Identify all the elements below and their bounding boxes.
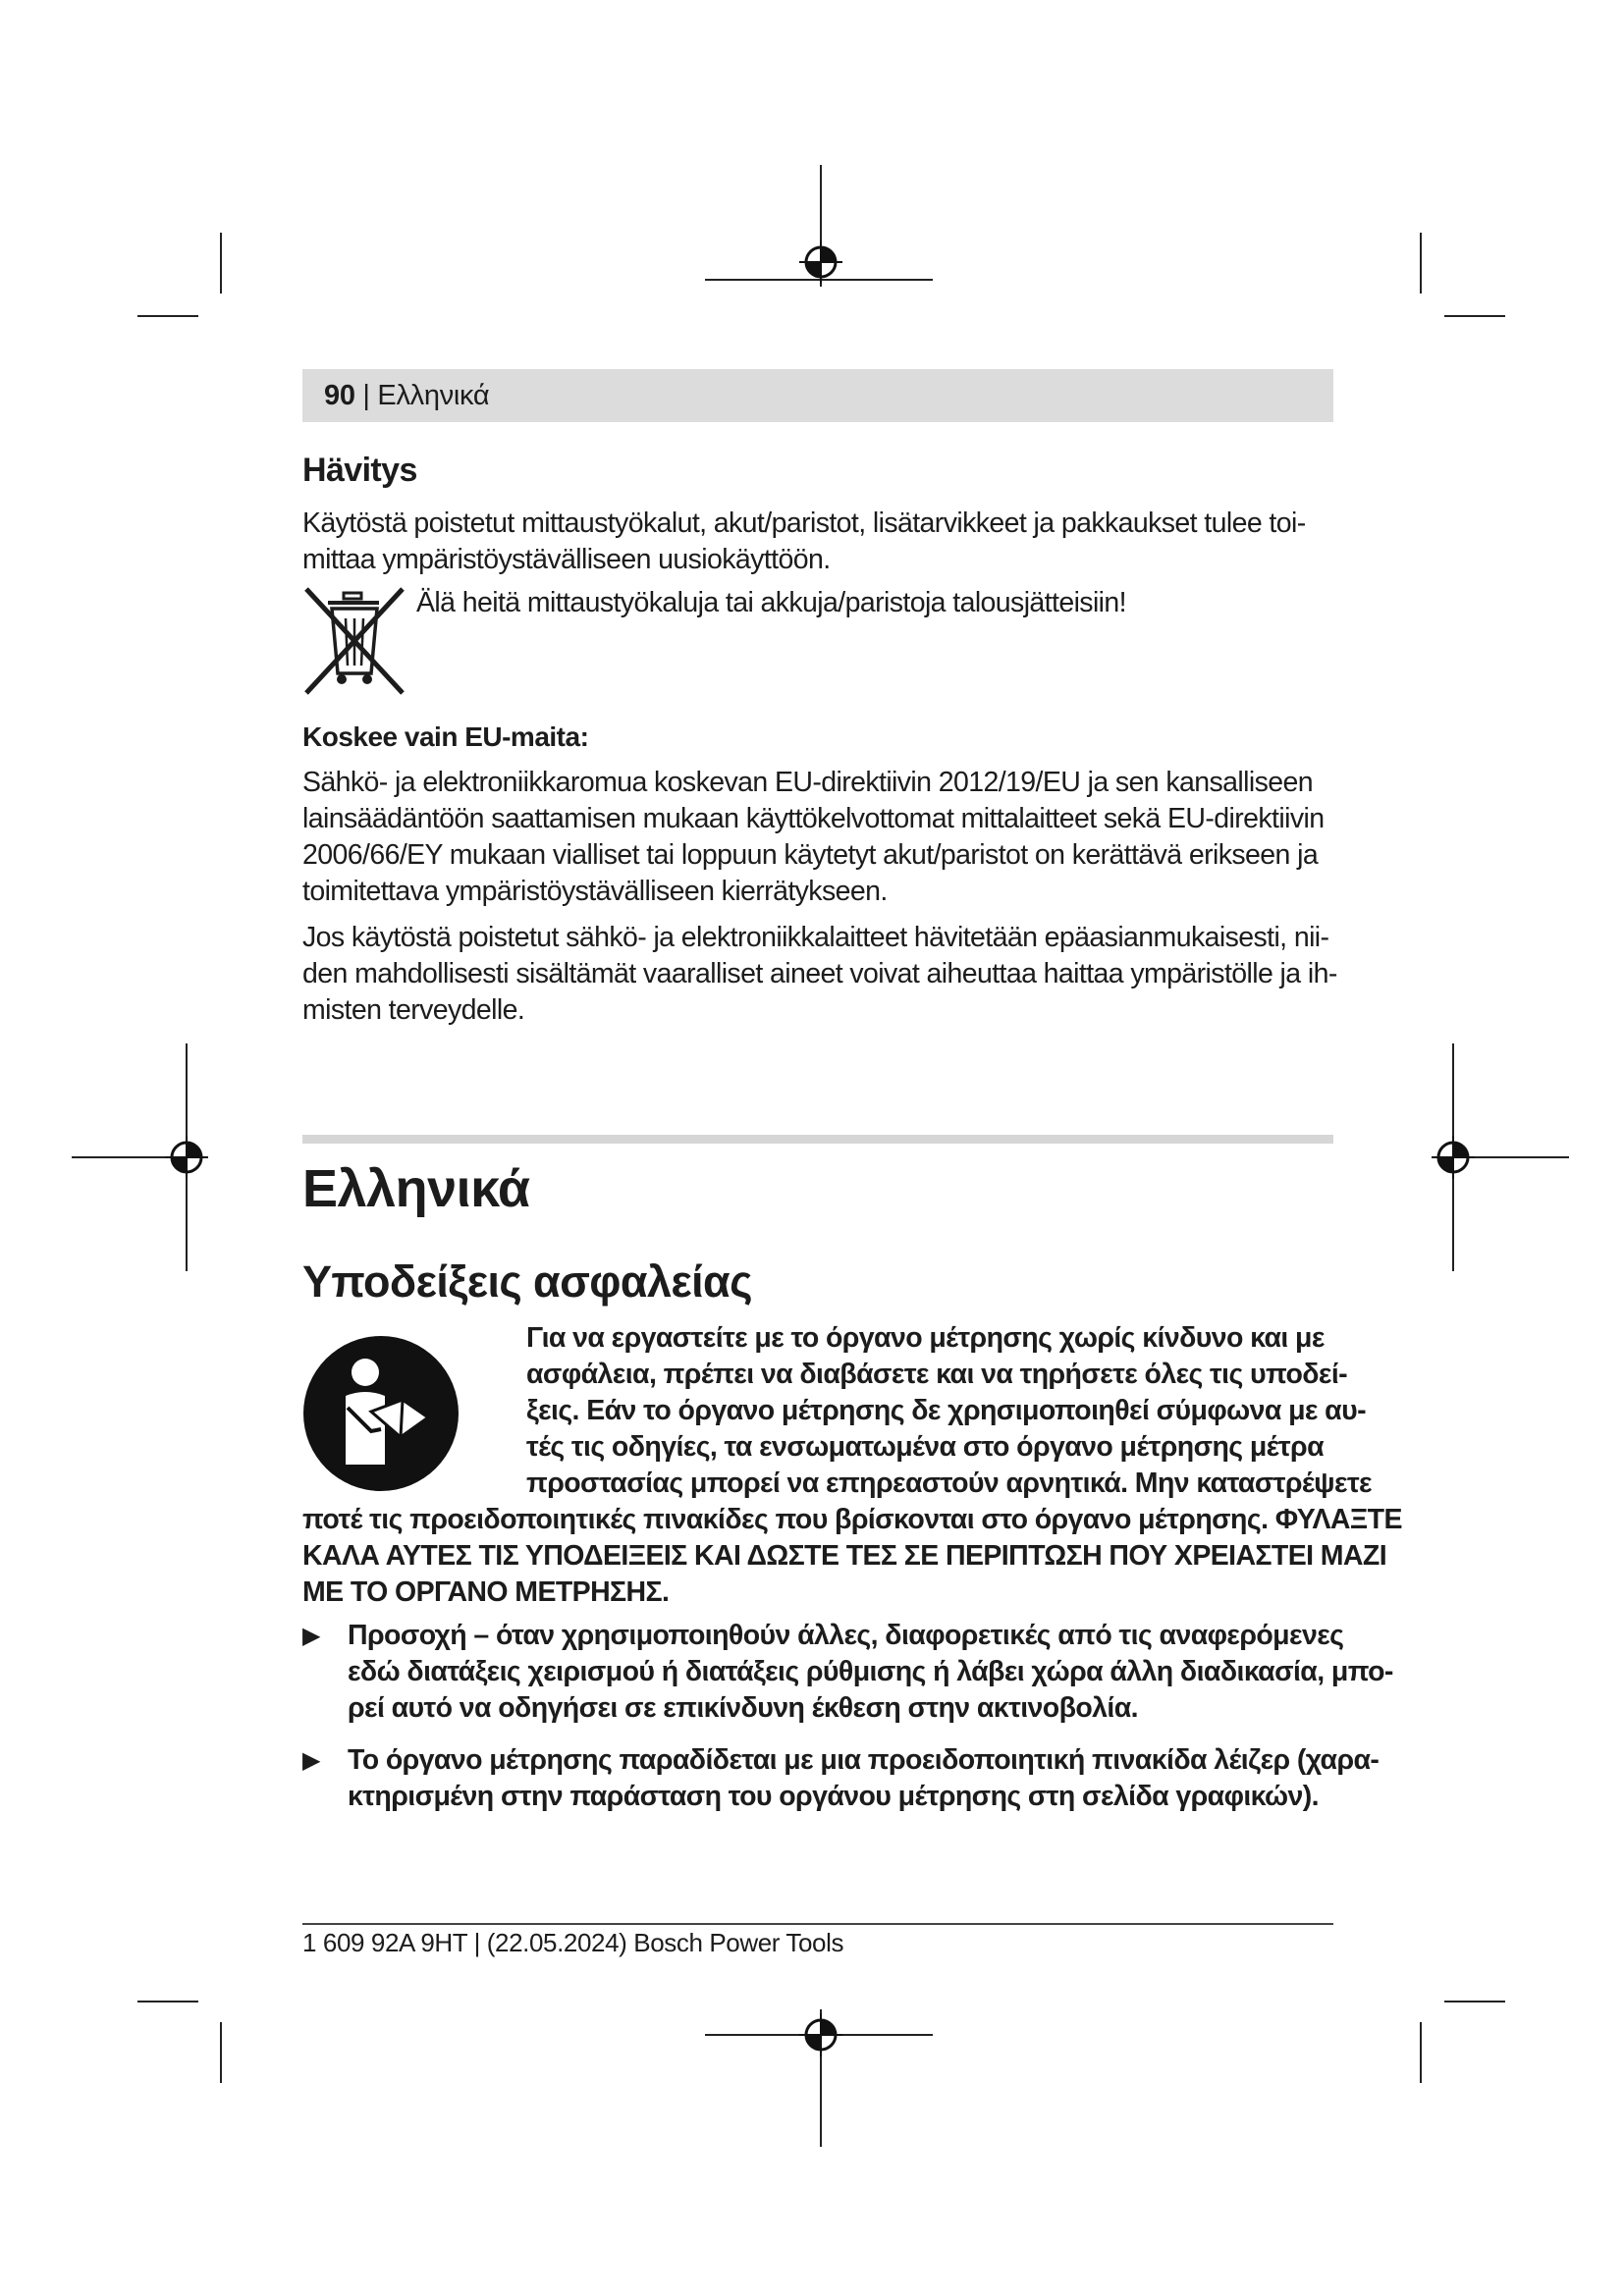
bullet-1-line-2: εδώ διατάξεις χειρισμού ή διατάξεις ρύθμισης ή λάβει χώρα άλλη διαδικασία, μπο- [348,1656,1393,1687]
registration-mark-right [1432,1136,1475,1179]
intro-line-3: ξεις. Εάν το όργανο μέτρησης δε χρησιμοποιηθεί σύμφωνα με αυ- [526,1395,1366,1426]
eu-line-1: Sähkö- ja elektroniikkaromua koskevan EU-direktiivin 2012/19/EU ja sen kansalliseen [302,767,1313,798]
disposal-heading: Hävitys [302,452,417,489]
intro-line-7: ΚΑΛΑ ΑΥΤΕΣ ΤΙΣ ΥΠΟΔΕΙΞΕΙΣ ΚΑΙ ΔΩΣΤΕ ΤΕΣ ΣΕ ΠΕΡΙΠΤΩΣΗ ΠΟΥ ΧΡΕΙΑΣΤΕΙ ΜΑΖΙ [302,1540,1387,1572]
crossed-out-bin-icon [302,583,408,697]
bullet-marker-2: ▶ [302,1747,321,1774]
page-header [324,379,489,412]
section-divider [302,1135,1333,1144]
eu-heading: Koskee vain EU-maita: [302,721,589,752]
registration-mark-top [799,240,842,284]
bullet-1-line-1: Προσοχή – όταν χρησιμοποιηθούν άλλες, διαφορετικές από τις αναφερόμενες [348,1620,1344,1651]
bullet-2-line-2: κτηρισμένη στην παράσταση του οργάνου μέτρησης στη σελίδα γραφικών). [348,1781,1319,1812]
eu-line-3: 2006/66/EY mukaan vialliset tai loppuun käytetyt akut/paristot on kerättävä erikseen ja [302,839,1319,871]
page-number: 90 [324,380,355,411]
disposal-line-2: mittaa ympäristöystävälliseen uusiokäyttöön. [302,544,831,575]
intro-line-1: Για να εργαστείτε με το όργανο μέτρησης χωρίς κίνδυνο και με [526,1322,1325,1354]
registration-mark-left [165,1136,208,1179]
intro-line-2: ασφάλεια, πρέπει να διαβάσετε και να τηρήσετε όλες τις υποδεί- [526,1359,1348,1390]
bullet-1-line-3: ρεί αυτό να οδηγήσει σε επικίνδυνη έκθεση στην ακτινοβολία. [348,1692,1138,1724]
hazard-line-3: misten terveydelle. [302,994,525,1026]
bullet-marker-1: ▶ [302,1623,321,1649]
header-language: Ελληνικά [377,380,490,411]
eu-line-2: lainsäädäntöön saattamisen mukaan käyttökelvottomat mittalaitteet sekä EU-direktiivin [302,803,1325,834]
intro-line-8: ΜΕ ΤΟ ΟΡΓΑΝΟ ΜΕΤΡΗΣΗΣ. [302,1576,670,1608]
hazard-line-2: den mahdollisesti sisältämät vaaralliset aineet voivat aiheuttaa haittaa ympäristölle ja ih- [302,958,1337,989]
footer-rule [302,1923,1333,1925]
registration-mark-bottom [799,2013,842,2056]
eu-line-4: toimitettava ympäristöystävälliseen kierrätykseen. [302,876,888,907]
intro-line-5: προστασίας μπορεί να επηρεαστούν αρνητικά. Μην καταστρέψετε [526,1468,1372,1499]
safety-heading: Υποδείξεις ασφαλείας [302,1256,752,1307]
header-separator: | [354,380,378,411]
intro-line-4: τές τις οδηγίες, τα ενσωματωμένα στο όργανο μέτρησης μέτρα [526,1431,1325,1463]
disposal-line-1: Käytöstä poistetut mittaustyökalut, akut/paristot, lisätarvikkeet ja pakkaukset tulee toi- [302,507,1306,539]
footer-text: 1 609 92A 9HT | (22.05.2024) Bosch Power Tools [302,1928,844,1957]
bin-warning-text: Älä heitä mittaustyökaluja tai akkuja/paristoja talousjätteisiin! [416,587,1126,618]
read-manual-icon [302,1335,460,1492]
hazard-line-1: Jos käytöstä poistetut sähkö- ja elektroniikkalaitteet hävitetään epäasianmukaisesti, nii- [302,922,1329,953]
section-title: Ελληνικά [302,1159,530,1218]
bullet-2-line-1: Το όργανο μέτρησης παραδίδεται με μια προειδοποιητική πινακίδα λέιζερ (χαρα- [348,1744,1380,1776]
intro-line-6: ποτέ τις προειδοποιητικές πινακίδες που βρίσκονται στο όργανο μέτρησης. ΦΥΛΑΞΤΕ [302,1504,1402,1535]
